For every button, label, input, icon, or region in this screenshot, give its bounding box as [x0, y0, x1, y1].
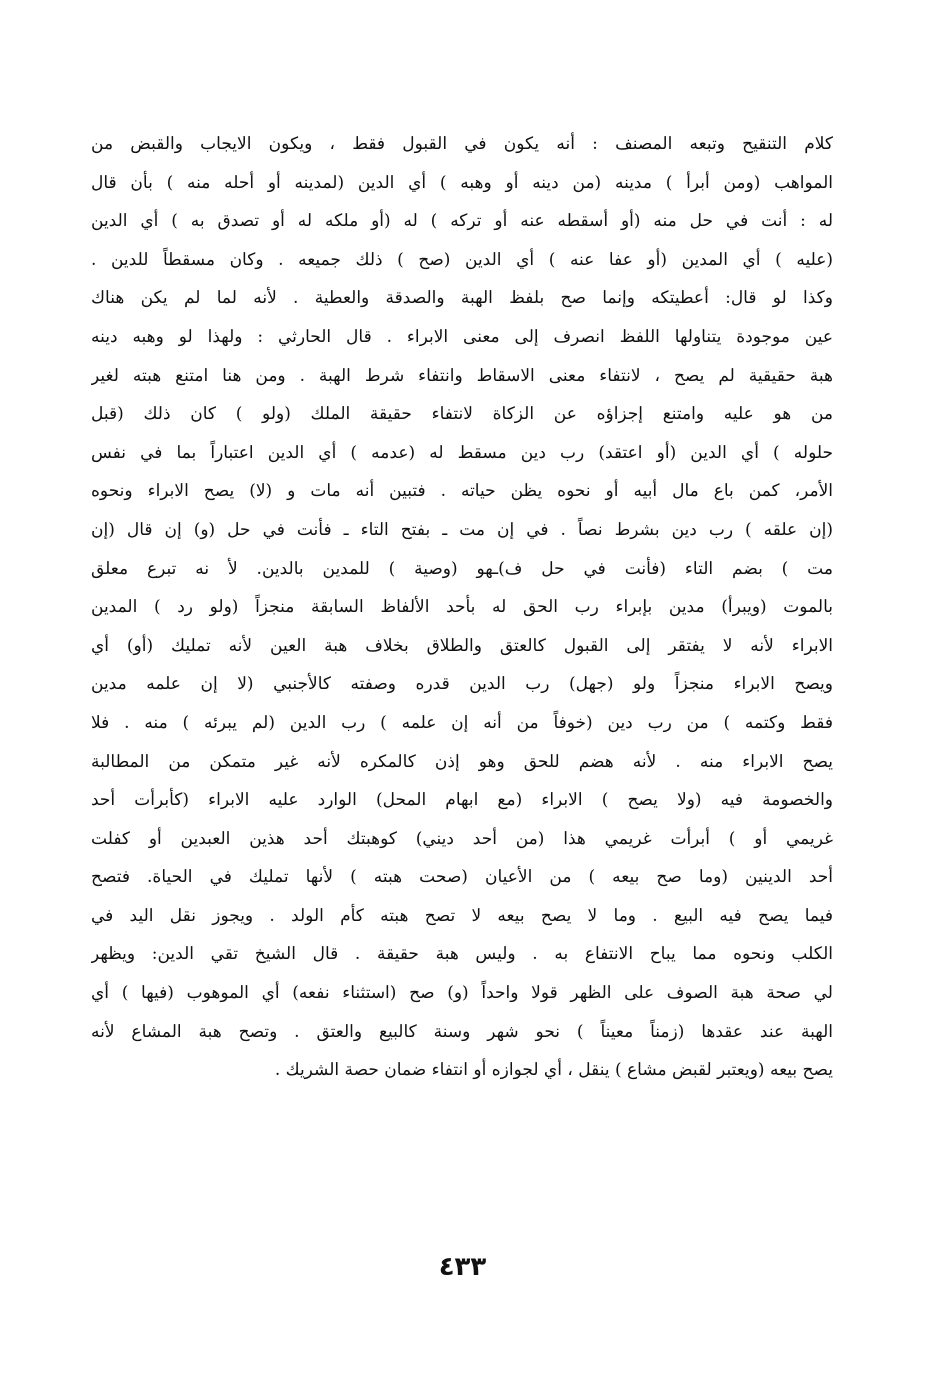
text-line: الأمر، كمن باع مال أبيه أو نحوه يظن حياته . فتبين أنه مات و (لا) يصح الابراء ونحوه: [91, 481, 833, 502]
text-line: (إن علقه ) رب دين بشرط نصاً . في إن مت ـ بفتح التاء ـ فأنت في حل (و) إن قال (إن: [91, 519, 833, 540]
text-line: له : أنت في حل منه (أو أسقطه عنه أو تركه ) له (أو ملكه له أو تصدق به ) أي الدين: [91, 211, 833, 232]
text-line: كلام التنقيح وتبعه المصنف : أنه يكون في القبول فقط ، ويكون الايجاب والقبض من: [91, 134, 833, 154]
text-line: فيما يصح فيه البيع . وما لا يصح بيعه لا تصح هبته كأم الولد . ويجوز نقل اليد في: [91, 905, 833, 926]
text-line: المواهب (ومن أبرأ ) مدينه (من دينه أو وهبه ) أي الدين (لمدينه أو أحله منه ) بأن قال: [91, 172, 833, 193]
text-line: الابراء لأنه لا يفتقر إلى القبول كالعتق والطلاق بخلاف هبة العين لأنه تمليك (أو) أي: [91, 635, 833, 656]
text-line: عين موجودة يتناولها اللفظ انصرف إلى معنى الابراء . قال الحارثي : ولهذا لو وهبه دينه: [91, 326, 833, 347]
text-line: والخصومة فيه (ولا يصح ) الابراء (مع ابهام المحل) الوارد عليه الابراء (كأبرأت أحد: [91, 790, 833, 811]
text-line: غريمي أو ) أبرأت غريمي هذا (من أحد ديني) كوهبتك أحد هذين العبدين أو كفلت: [91, 828, 833, 849]
page-body-text: [91, 125, 833, 1090]
text-line: (عليه ) أي المدين (أو عفا عنه ) أي الدين (صح ) ذلك جميعه . وكان مسقطاً للدين .: [91, 249, 833, 270]
text-line: حلوله ) أي الدين (أو اعتقد) رب دين مسقط له (عدمه ) أي الدين اعتباراً بما في نفس: [91, 442, 833, 463]
text-line: أحد الدينين (وما صح بيعه ) من الأعيان (صحت هبته ) لأنها تمليك في الحياة. فتصح: [91, 867, 833, 888]
text-line: يصح الابراء منه . لأنه هضم للحق وهو إذن كالمكره لأنه غير متمكن من المطالبة: [91, 751, 833, 772]
text-line: مت ) بضم التاء (فأنت في حل ف)ـهو (وصية ) للمدين بالدين. لأ نه تبرع معلق: [91, 558, 833, 579]
text-line: لي صحة هبة الصوف على الظهر قولا واحداً (و) صح (استثناء نفعه) أي الموهوب (فيها ) أي: [91, 983, 833, 1004]
page-number: ٤٣٣: [438, 1252, 487, 1282]
text-line: بالموت (ويبرأ) مدين بإبراء رب الحق له بأحد الألفاظ السابقة منجزاً (ولو رد ) المدين: [91, 597, 833, 618]
text-line: ويصح الابراء منجزاً ولو (جهل) رب الدين قدره وصفته كالأجنبي (لا إن علمه مدين: [91, 674, 833, 695]
text-line: يصح بيعه (ويعتبر لقبض مشاع ) ينقل ، أي لجوازه أو انتفاء ضمان حصة الشريك .: [274, 1060, 833, 1081]
text-line: من هو عليه وامتنع إجزاؤه عن الزكاة لانتفاء حقيقة الملك (ولو ) كان ذلك (قبل: [91, 404, 833, 425]
text-line: وكذا لو قال: أعطيتكه وإنما صح بلفظ الهبة والصدقة والعطية . لأنه لما لم يكن هناك: [91, 288, 833, 309]
text-line: الكلب ونحوه مما يباح الانتفاع به . وليس هبة حقيقة . قال الشيخ تقي الدين: ويظهر: [91, 944, 833, 965]
text-line: هبة حقيقية لم يصح ، لانتفاء معنى الاسقاط وانتفاء شرط الهبة . ومن هنا امتنع هبته لغير: [91, 365, 833, 386]
text-line: الهبة عند عقدها (زمناً معيناً ) نحو شهر وسنة كالبيع والعتق . وتصح هبة المشاع لأنه: [91, 1021, 833, 1042]
text-line: فقط وكتمه ) من رب دين (خوفاً من أنه إن علمه ) رب الدين (لم يبرئه ) منه . فلا: [91, 712, 833, 733]
